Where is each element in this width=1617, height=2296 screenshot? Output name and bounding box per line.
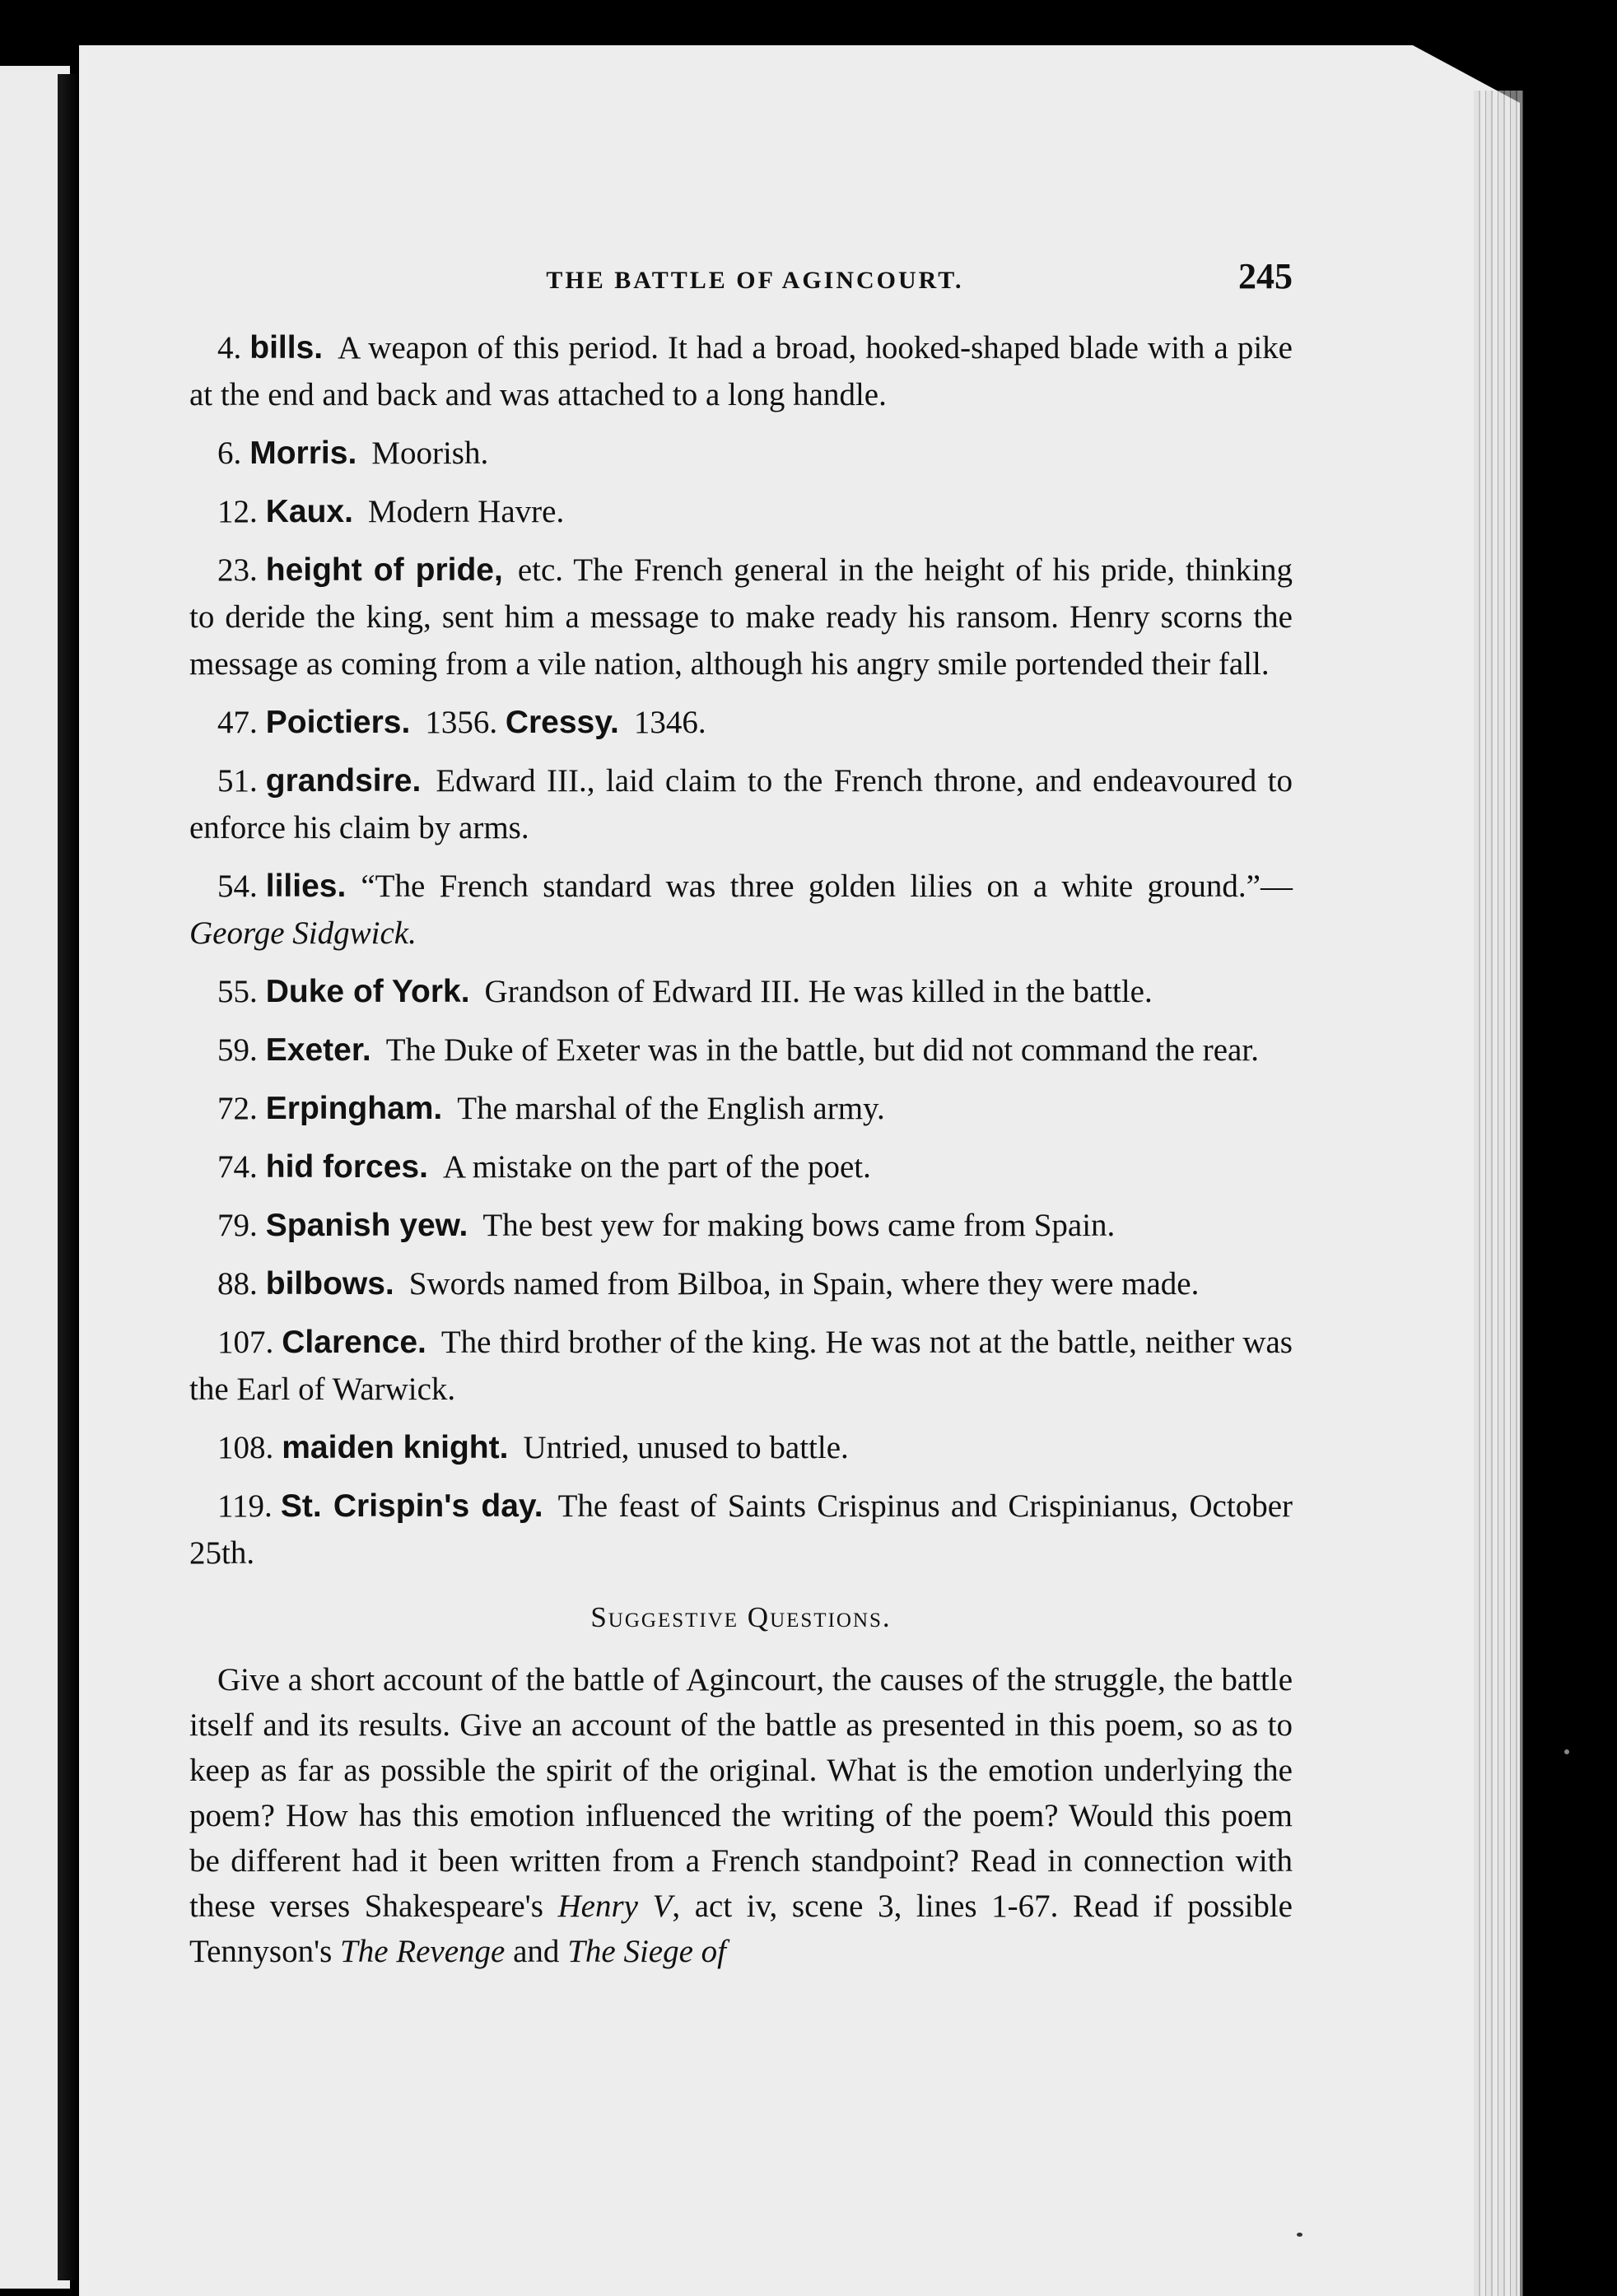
page-content <box>189 255 1293 1974</box>
note-text: The best yew for making bows came from Spain. <box>482 1208 1116 1243</box>
note-entry <box>189 863 1293 957</box>
section-title: Suggestive Questions. <box>590 1601 892 1633</box>
page-number: 245 <box>1238 256 1293 296</box>
note-entry <box>189 699 1293 746</box>
note-term: Erpingham. <box>265 1091 443 1126</box>
note-text: A mistake on the part of the poet. <box>442 1149 871 1185</box>
page-header <box>189 255 1293 313</box>
note-number: 4. <box>217 330 242 366</box>
note-number: 6. <box>217 435 242 471</box>
note-source: George Sidgwick. <box>189 915 417 951</box>
note-term: Morris. <box>249 435 357 471</box>
work-title: Henry V <box>557 1888 673 1924</box>
note-text: Untried, unused to battle. <box>523 1430 849 1465</box>
gutter-shadow <box>58 74 79 2280</box>
note-entry <box>189 1202 1293 1249</box>
note-number: 12. <box>217 494 258 529</box>
page-stack-edge <box>1474 91 1523 2296</box>
note-entry <box>189 1260 1293 1307</box>
note-number: 54. <box>217 869 258 904</box>
note-term: grandsire. <box>265 763 422 799</box>
note-number: 23. <box>217 552 258 588</box>
note-number: 119. <box>217 1488 273 1524</box>
note-text: Modern Havre. <box>367 494 565 529</box>
scan-speck <box>1297 2233 1302 2237</box>
note-term: height of pride, <box>265 552 503 588</box>
note-term: Cressy. <box>505 705 619 740</box>
note-number: 47. <box>217 705 258 740</box>
note-term: Kaux. <box>265 494 353 529</box>
note-text: Moorish. <box>371 435 489 471</box>
running-head: THE BATTLE OF AGINCOURT. <box>546 267 964 294</box>
work-title: The Revenge <box>340 1934 506 1969</box>
note-entry <box>189 757 1293 851</box>
questions-text: Give a short account of the battle of Agincourt, the causes of the struggle, the battle itself and its results. Give an account of the battle as presented in this poem, so as to keep as far as possible the spirit of the original. What is the emotion underlying the poem? How has this emotion influenced the writing of the poem? Would this poem be different had it been written from a French standpoint? Read in connection with these verses Shakespeare's <box>189 1662 1293 1924</box>
note-text: The Duke of Exeter was in the battle, but did not command the rear. <box>385 1032 1259 1068</box>
note-entry <box>189 1319 1293 1413</box>
notes-list <box>189 324 1293 1576</box>
note-entry <box>189 1424 1293 1471</box>
note-entry <box>189 1085 1293 1132</box>
note-term: bilbows. <box>265 1266 394 1302</box>
scan-speck <box>1564 1749 1569 1754</box>
note-entry <box>189 430 1293 477</box>
note-number: 88. <box>217 1266 258 1302</box>
note-text: A weapon of this period. It had a broad, hooked-shaped blade with a pike at the end and back and was attached to a long handle. <box>189 330 1293 412</box>
note-term: St. Crispin's day. <box>280 1488 543 1524</box>
note-number: 59. <box>217 1032 258 1068</box>
note-text: Grandson of Edward III. He was killed in the battle. <box>484 974 1153 1009</box>
note-term: Exeter. <box>265 1032 371 1068</box>
note-number: 79. <box>217 1208 258 1243</box>
note-term: hid forces. <box>265 1149 428 1185</box>
note-text: Swords named from Bilboa, in Spain, where they were made. <box>408 1266 1200 1302</box>
note-term: Clarence. <box>282 1325 426 1360</box>
note-text: 1356. <box>425 705 498 740</box>
note-term: Spanish yew. <box>265 1208 468 1243</box>
note-text: Edward III., laid claim to the French throne, and endeavoured to enforce his claim by arms. <box>189 763 1293 845</box>
note-entry <box>189 324 1293 418</box>
note-number: 107. <box>217 1325 274 1360</box>
note-term: lilies. <box>265 869 347 904</box>
note-text: “The French standard was three golden lilies on a white ground.”— <box>361 869 1293 904</box>
note-text: The feast of Saints Crispinus and Crispinianus, October 25th. <box>189 1488 1293 1571</box>
questions-text: , act iv, scene 3, lines 1-67. Read if possible Tennyson's <box>189 1888 1293 1969</box>
work-title: The Siege of <box>567 1934 726 1969</box>
note-entry <box>189 968 1293 1015</box>
note-text: The marshal of the English army. <box>457 1091 885 1126</box>
note-number: 51. <box>217 763 258 799</box>
note-entry <box>189 547 1293 687</box>
note-entry <box>189 1143 1293 1190</box>
note-term: Duke of York. <box>265 974 470 1009</box>
note-text: The third brother of the king. He was not at the battle, neither was the Earl of Warwick. <box>189 1325 1293 1407</box>
note-entry <box>189 1027 1293 1073</box>
note-entry <box>189 488 1293 535</box>
note-text: 1346. <box>633 705 706 740</box>
questions-paragraph <box>189 1657 1293 1974</box>
note-text: etc. The French general in the height of his pride, thinking to deride the king, sent him a message to make ready his ransom. Henry scorns the message as coming from a vile nation, although his angry smile portended their fall. <box>189 552 1293 682</box>
note-number: 108. <box>217 1430 274 1465</box>
note-number: 55. <box>217 974 258 1009</box>
note-number: 72. <box>217 1091 258 1126</box>
note-term: Poictiers. <box>265 705 411 740</box>
note-entry <box>189 1483 1293 1576</box>
note-term: maiden knight. <box>282 1430 509 1465</box>
note-number: 74. <box>217 1149 258 1185</box>
questions-text: and <box>505 1934 568 1969</box>
note-term: bills. <box>249 330 324 366</box>
